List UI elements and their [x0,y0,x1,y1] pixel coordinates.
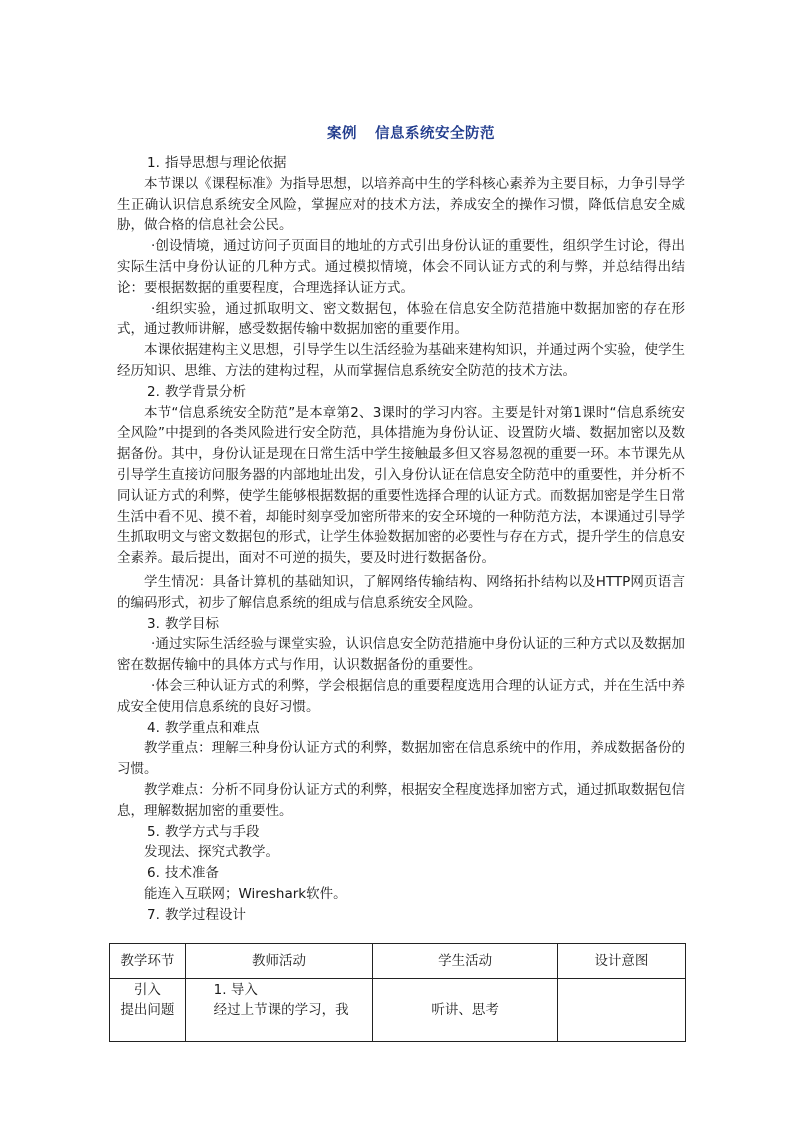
section-heading-7: 7. 教学过程设计 [147,906,246,923]
teaching-process-table [109,943,686,1042]
table-header-row [110,944,686,979]
table-header-cell: 教学环节 [110,944,186,979]
paragraph-4: 学生情况：具备计算机的基础知识，了解网络传输结构、网络拓扑结构以及HTTP网页语言的编码形式，初步了解信息系统的组成与信息系统安全风险。 [117,573,685,611]
bullet-paragraph-2: ·组织实验，通过抓取明文、密文数据包，体验在信息安全防范措施中数据加密的存在形式，通过教师讲解，感受数据传输中数据加密的重要作用。 [117,300,685,338]
paragraph-7: 发现法、探究式教学。 [144,844,279,861]
bullet-paragraph-4: ·体会三种认证方式的利弊，学会根据信息的重要程度选用合理的认证方式，并在生活中养成安全使用信息系统的良好习惯。 [117,677,685,715]
paragraph-8: 能连入互联网；Wireshark软件。 [144,885,347,902]
section-heading-5: 5. 教学方式与手段 [147,823,260,840]
paragraph-6: 教学难点：分析不同身份认证方式的利弊，根据安全程度选择加密方式，通过抓取数据包信息，理解数据加密的重要性。 [117,781,685,819]
bullet-paragraph-1: ·创设情境，通过访问子页面目的地址的方式引出身份认证的重要性，组织学生讨论，得出实际生活中身份认证的几种方式。通过模拟情境，体会不同认证方式的利与弊，并总结得出结论：要根据数据的重要程度，合理选择认证方式。 [117,238,685,296]
stage-line: 引入 [133,982,161,998]
design-intent-cell [557,979,685,1042]
section-heading-3: 3. 教学目标 [147,615,219,632]
section-heading-6: 6. 技术准备 [147,865,219,882]
paragraph-3: 本节“信息系统安全防范”是本章第2、3课时的学习内容。主要是针对第1课时“信息系统安全风险”中提到的各类风险进行安全防范，具体措施为身份认证、设置防火墙、数据加密以及数据备份。其中，身份认证是现在日常生活中学生接触最多但又容易忽视的重要一环。本节课先从引导学生直接访问服务器的内部地址出发，引入身份认证在信息安全防范中的重要性，并分析不同认证方式的利弊，使学生能够根据数据的重要性选择合理的认证方式。而数据加密是学生日常生活中看不见、摸不着，却能时刻享受加密所带来的安全环境的一种防范方法，本课通过引导学生抓取明文与密文数据包的形式，让学生体验数据加密的必要性与存在方式，提升学生的信息安全素养。最后提出，面对不可逆的损失，要及时进行数据备份。 [117,404,685,567]
section-heading-2: 2. 教学背景分析 [147,383,246,400]
bullet-paragraph-3: ·通过实际生活经验与课堂实验，认识信息安全防范措施中身份认证的三种方式以及数据加密在数据传输中的具体方式与作用，认识数据备份的重要性。 [117,636,685,674]
table-row [110,979,686,1042]
page-title [117,124,705,145]
paragraph-1: 本节课以《课程标准》为指导思想，以培养高中生的学科核心素养为主要目标，力争引导学生正确认识信息系统安全风险，掌握应对的技术方法，养成安全的操作习惯，降低信息安全威胁，做合格的信息社会公民。 [117,175,685,234]
title-text: 信息系统安全防范 [375,126,495,142]
stage-cell [110,979,186,1042]
teacher-activity-cell [185,979,373,1042]
document-flow [117,153,685,925]
teacher-activity-line: 经过上节课的学习，我 [213,1002,349,1018]
section-heading-4: 4. 教学重点和难点 [147,719,260,736]
teacher-activity-line: 1. 导入 [213,982,258,998]
table-header-cell: 学生活动 [373,944,558,979]
student-activity-cell: 听讲、思考 [373,979,558,1042]
paragraph-5: 教学重点：理解三种身份认证方式的利弊，数据加密在信息系统中的作用，养成数据备份的习惯。 [117,740,685,778]
section-heading-1: 1. 指导思想与理论依据 [147,155,287,171]
title-prefix: 案例 [327,126,357,142]
paragraph-2: 本课依据建构主义思想，引导学生以生活经验为基础来建构知识，并通过两个实验，使学生经历知识、思维、方法的建构过程，从而掌握信息系统安全防范的技术方法。 [117,342,685,379]
stage-line: 提出问题 [120,1002,175,1018]
table-header-cell: 设计意图 [557,944,685,979]
table-header-cell: 教师活动 [185,944,373,979]
